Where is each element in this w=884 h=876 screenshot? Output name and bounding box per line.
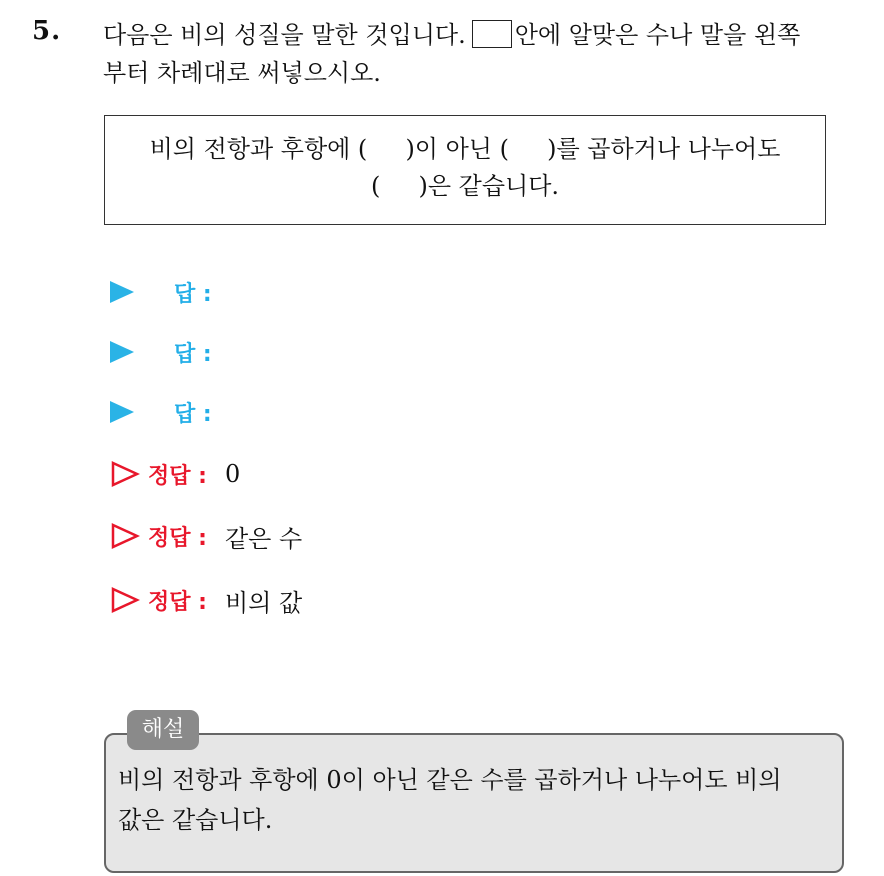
outline-triangle-icon: [110, 461, 140, 487]
question-text-part1: 다음은 비의 성질을 말한 것입니다.: [103, 21, 466, 49]
correct-answer-value: 비의 값: [224, 588, 303, 617]
answer-label: 답 :: [174, 281, 212, 307]
question-text-part2: 안에 알맞은 수나 말을 왼쪽: [514, 21, 801, 49]
outline-triangle-icon: [110, 523, 140, 549]
explanation-tag: 해설: [127, 710, 199, 750]
correct-answer-label: 정답 :: [148, 589, 207, 615]
statement-line2: ( )은 같습니다.: [370, 172, 560, 200]
statement-line1: 비의 전항과 후항에 ( )이 아닌 ( )를 곱하거나 나누어도: [149, 135, 781, 163]
outline-triangle-icon: [110, 587, 140, 613]
correct-answer-label: 정답 :: [148, 525, 207, 551]
question-text-line2: 부터 차례대로 써넣으시오.: [103, 59, 381, 87]
explanation-text: [118, 760, 830, 840]
play-triangle-icon: [110, 281, 134, 303]
correct-answer-row-2: [110, 518, 302, 554]
correct-answer-row-3: [110, 582, 302, 618]
question-number: 5.: [32, 16, 62, 46]
answer-label: 답 :: [174, 401, 212, 427]
correct-answer-value: 같은 수: [224, 524, 303, 553]
statement-box: [104, 115, 826, 225]
play-triangle-icon: [110, 341, 134, 363]
correct-answer-label: 정답 :: [148, 463, 207, 489]
answer-row-1[interactable]: [110, 275, 212, 309]
answer-blank-box: [472, 20, 512, 48]
correct-answer-row-1: [110, 456, 240, 492]
explanation-line1: 비의 전항과 후항에 0이 아닌 같은 수를 곱하거나 나누어도 비의: [118, 766, 782, 794]
question-text: [103, 16, 873, 92]
answer-row-3[interactable]: [110, 395, 212, 429]
answer-label: 답 :: [174, 341, 212, 367]
play-triangle-icon: [110, 401, 134, 423]
answer-row-2[interactable]: [110, 335, 212, 369]
correct-answer-value: 0: [224, 460, 241, 488]
explanation-line2: 값은 같습니다.: [118, 806, 273, 834]
